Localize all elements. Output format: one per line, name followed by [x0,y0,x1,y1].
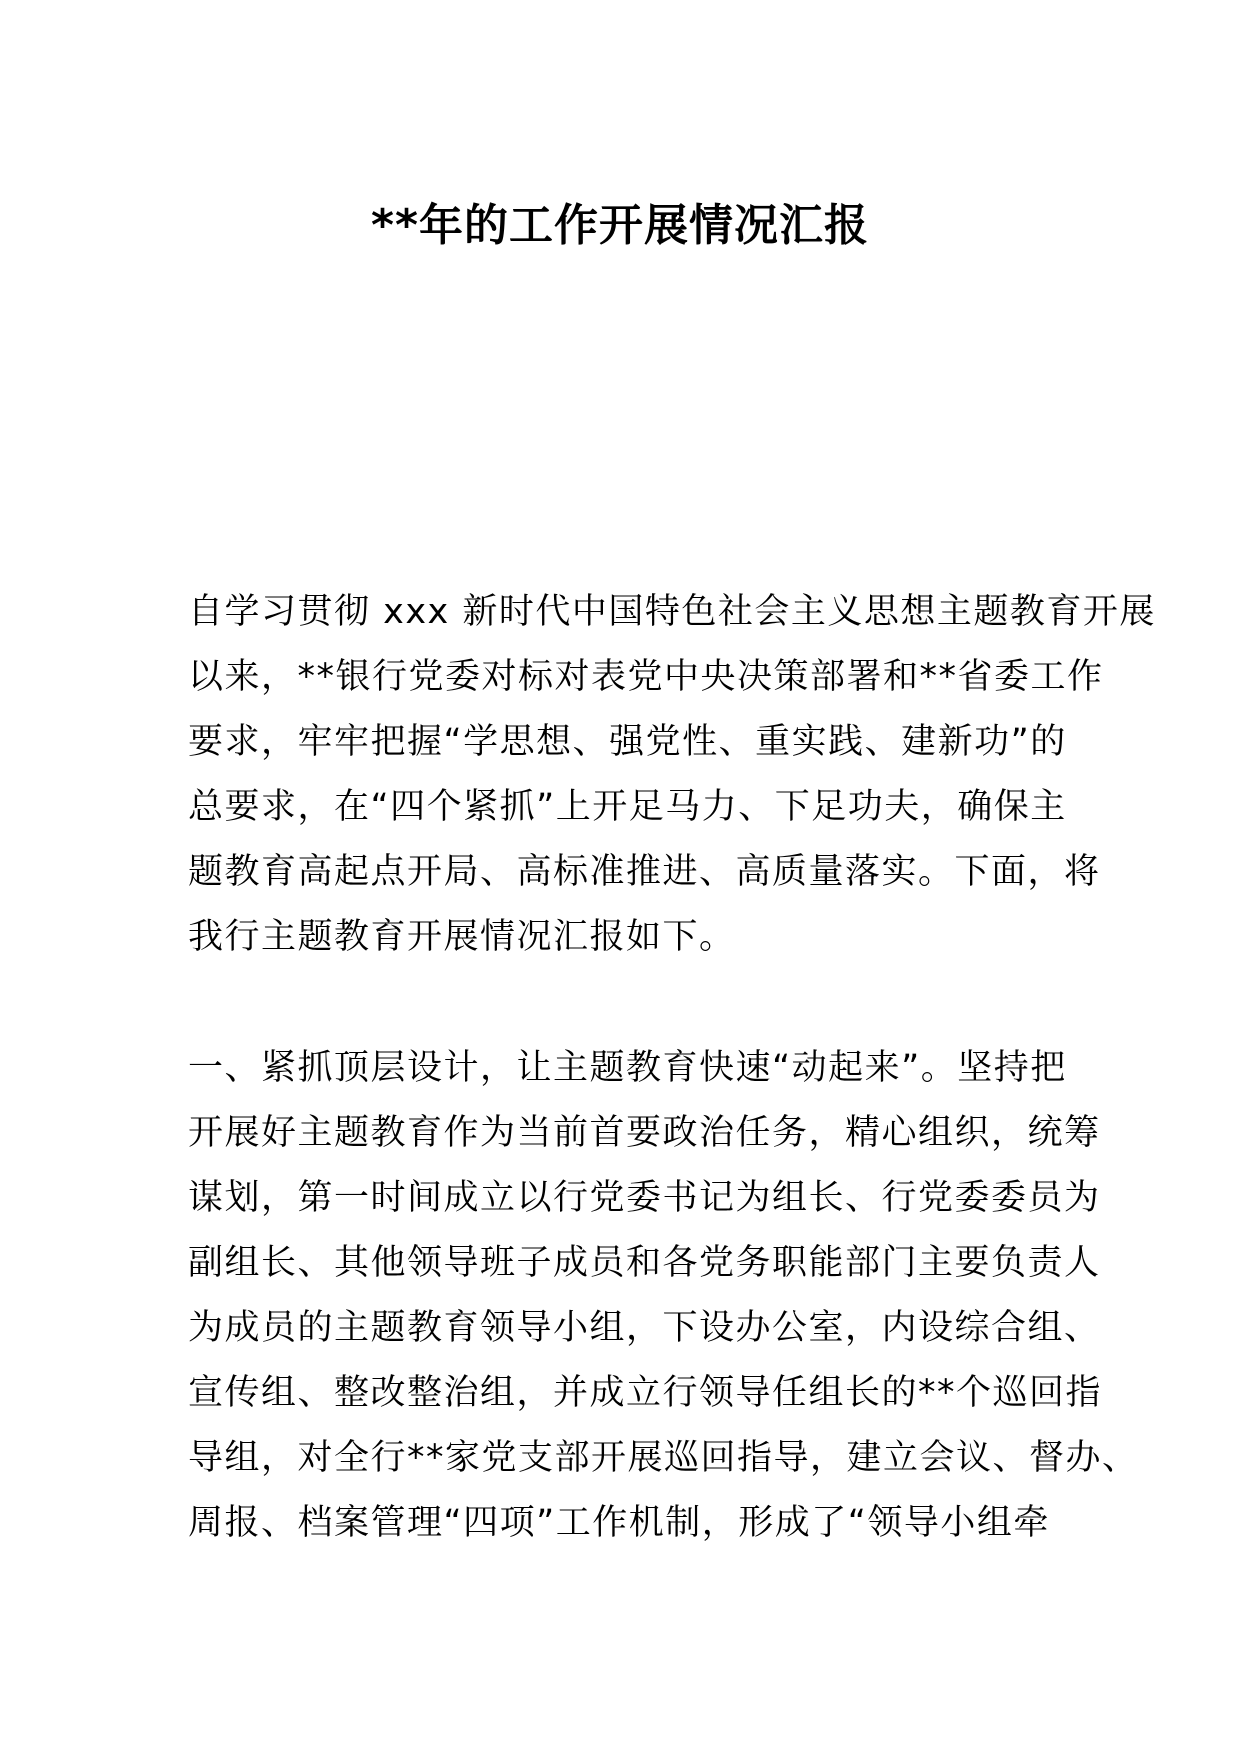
section-1-line: 一、紧抓顶层设计，让主题教育快速“动起来”。坚持把 [188,1048,1067,1088]
section-1-line: 宣传组、整改整治组，并成立行领导任组长的**个巡回指 [188,1373,1103,1413]
section-1-line: 周报、档案管理“四项”工作机制，形成了“领导小组牵 [188,1503,1050,1543]
section-1-line: 开展好主题教育作为当前首要政治任务，精心组织，统筹 [188,1113,1101,1153]
intro-line: 题教育高起点开局、高标准推进、高质量落实。下面，将 [188,852,1101,892]
section-1-line: 谋划，第一时间成立以行党委书记为组长、行党委委员为 [188,1178,1101,1218]
section-1-line: 为成员的主题教育领导小组，下设办公室，内设综合组、 [188,1308,1101,1348]
section-1-line: 导组，对全行**家党支部开展巡回指导，建立会议、督办、 [188,1438,1139,1478]
intro-line: 以来，**银行党委对标对表党中央决策部署和**省委工作 [188,657,1104,697]
intro-line: 自学习贯彻 xxx 新时代中国特色社会主义思想主题教育开展 [188,592,1156,632]
document-title: **年的工作开展情况汇报 [370,200,870,251]
intro-line: 总要求，在“四个紧抓”上开足马力、下足功夫，确保主 [188,787,1067,827]
section-1-line: 副组长、其他领导班子成员和各党务职能部门主要负责人 [188,1243,1101,1283]
intro-line: 我行主题教育开展情况汇报如下。 [188,917,736,957]
intro-paragraph [188,580,1156,970]
intro-line: 要求，牢牢把握“学思想、强党性、重实践、建新功”的 [188,722,1067,762]
section-1-paragraph [188,1036,1139,1556]
